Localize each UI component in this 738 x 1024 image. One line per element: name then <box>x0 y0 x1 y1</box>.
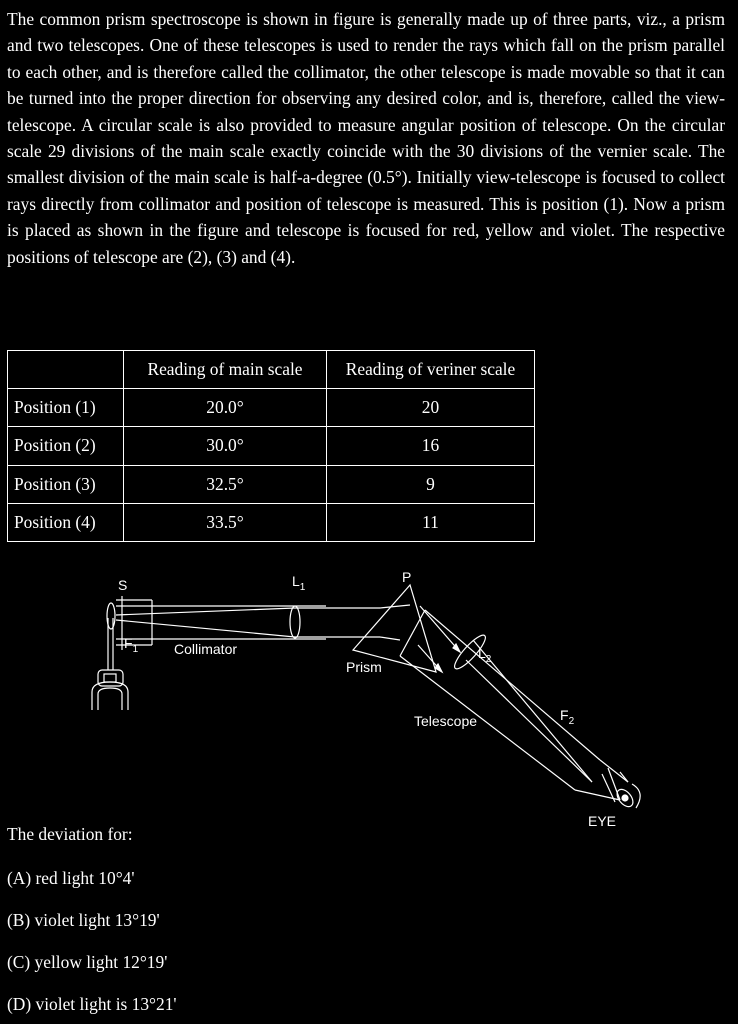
option-text: violet light is 13°21' <box>35 994 177 1014</box>
row-vernier-reading: 20 <box>327 389 535 427</box>
option-text: violet light 13°19' <box>34 910 160 930</box>
option-text: red light 10°4' <box>35 868 135 888</box>
option-letter: (C) <box>7 952 31 972</box>
option-d[interactable] <box>7 994 177 1015</box>
row-vernier-reading: 9 <box>327 465 535 503</box>
row-label: Position (4) <box>8 503 124 541</box>
row-main-reading: 33.5° <box>124 503 327 541</box>
table-row <box>8 465 535 503</box>
table-header-empty <box>8 351 124 389</box>
option-text: yellow light 12°19' <box>34 952 168 972</box>
readings-table <box>7 350 535 542</box>
eye-icon <box>614 784 640 810</box>
row-label: Position (3) <box>8 465 124 503</box>
lens-l1 <box>290 606 300 638</box>
row-label: Position (2) <box>8 427 124 465</box>
spectroscope-figure <box>80 560 680 840</box>
label-prism: Prism <box>346 659 382 675</box>
label-collimator: Collimator <box>174 641 238 657</box>
table-row <box>8 389 535 427</box>
table-header-main: Reading of main scale <box>124 351 327 389</box>
option-b[interactable] <box>7 910 160 931</box>
label-telescope: Telescope <box>414 713 478 729</box>
collimator-tube <box>116 596 380 650</box>
row-main-reading: 32.5° <box>124 465 327 503</box>
option-letter: (D) <box>7 994 32 1014</box>
table-row <box>8 427 535 465</box>
label-f1: $F_1$ <box>124 635 139 655</box>
table-header-vernier: Reading of veriner scale <box>327 351 535 389</box>
light-source <box>107 603 115 629</box>
row-main-reading: 20.0° <box>124 389 327 427</box>
label-p: P <box>402 569 412 585</box>
question-prompt: The deviation for: <box>7 824 133 844</box>
option-c[interactable] <box>7 952 167 973</box>
row-vernier-reading: 11 <box>327 503 535 541</box>
label-f2: $F_2$ <box>560 707 575 727</box>
option-letter: (A) <box>7 868 32 888</box>
table-header-row <box>8 351 535 389</box>
view-telescope <box>400 610 628 802</box>
row-vernier-reading: 16 <box>327 427 535 465</box>
row-label: Position (1) <box>8 389 124 427</box>
row-main-reading: 30.0° <box>124 427 327 465</box>
table-row <box>8 503 535 541</box>
label-l1: $L_1$ <box>292 573 306 593</box>
label-s: S <box>118 577 128 593</box>
label-eye: EYE <box>588 813 617 829</box>
label-l2: $L_2$ <box>478 645 492 665</box>
question-paragraph: The common prism spectroscope is shown in figure is generally made up of three parts, viz., a prism and two telescopes. One of these telescopes is used to render the rays which fall on the prism parallel to each other, and is therefore called the collimator, the other telescope is made movable so that it can be turned into the proper direction for observing any desired color, and is, therefore, called the view-telescope. A circular scale is also provided to measure angular position of telescope. On the circular scale 29 divisions of the main scale exactly coincide with the 30 divisions of the vernier scale. The smallest division of the main scale is half-a-degree (0.5°). Initially view-telescope is focused to collect rays directly from collimator and position of telescope is measured. This is position (1). Now a prism is placed as shown in the figure and telescope is focused for red, yellow and violet. The respective positions of telescope are (2), (3) and (4). <box>7 9 725 267</box>
option-a[interactable] <box>7 868 134 889</box>
option-letter: (B) <box>7 910 31 930</box>
light-rays <box>380 605 460 672</box>
